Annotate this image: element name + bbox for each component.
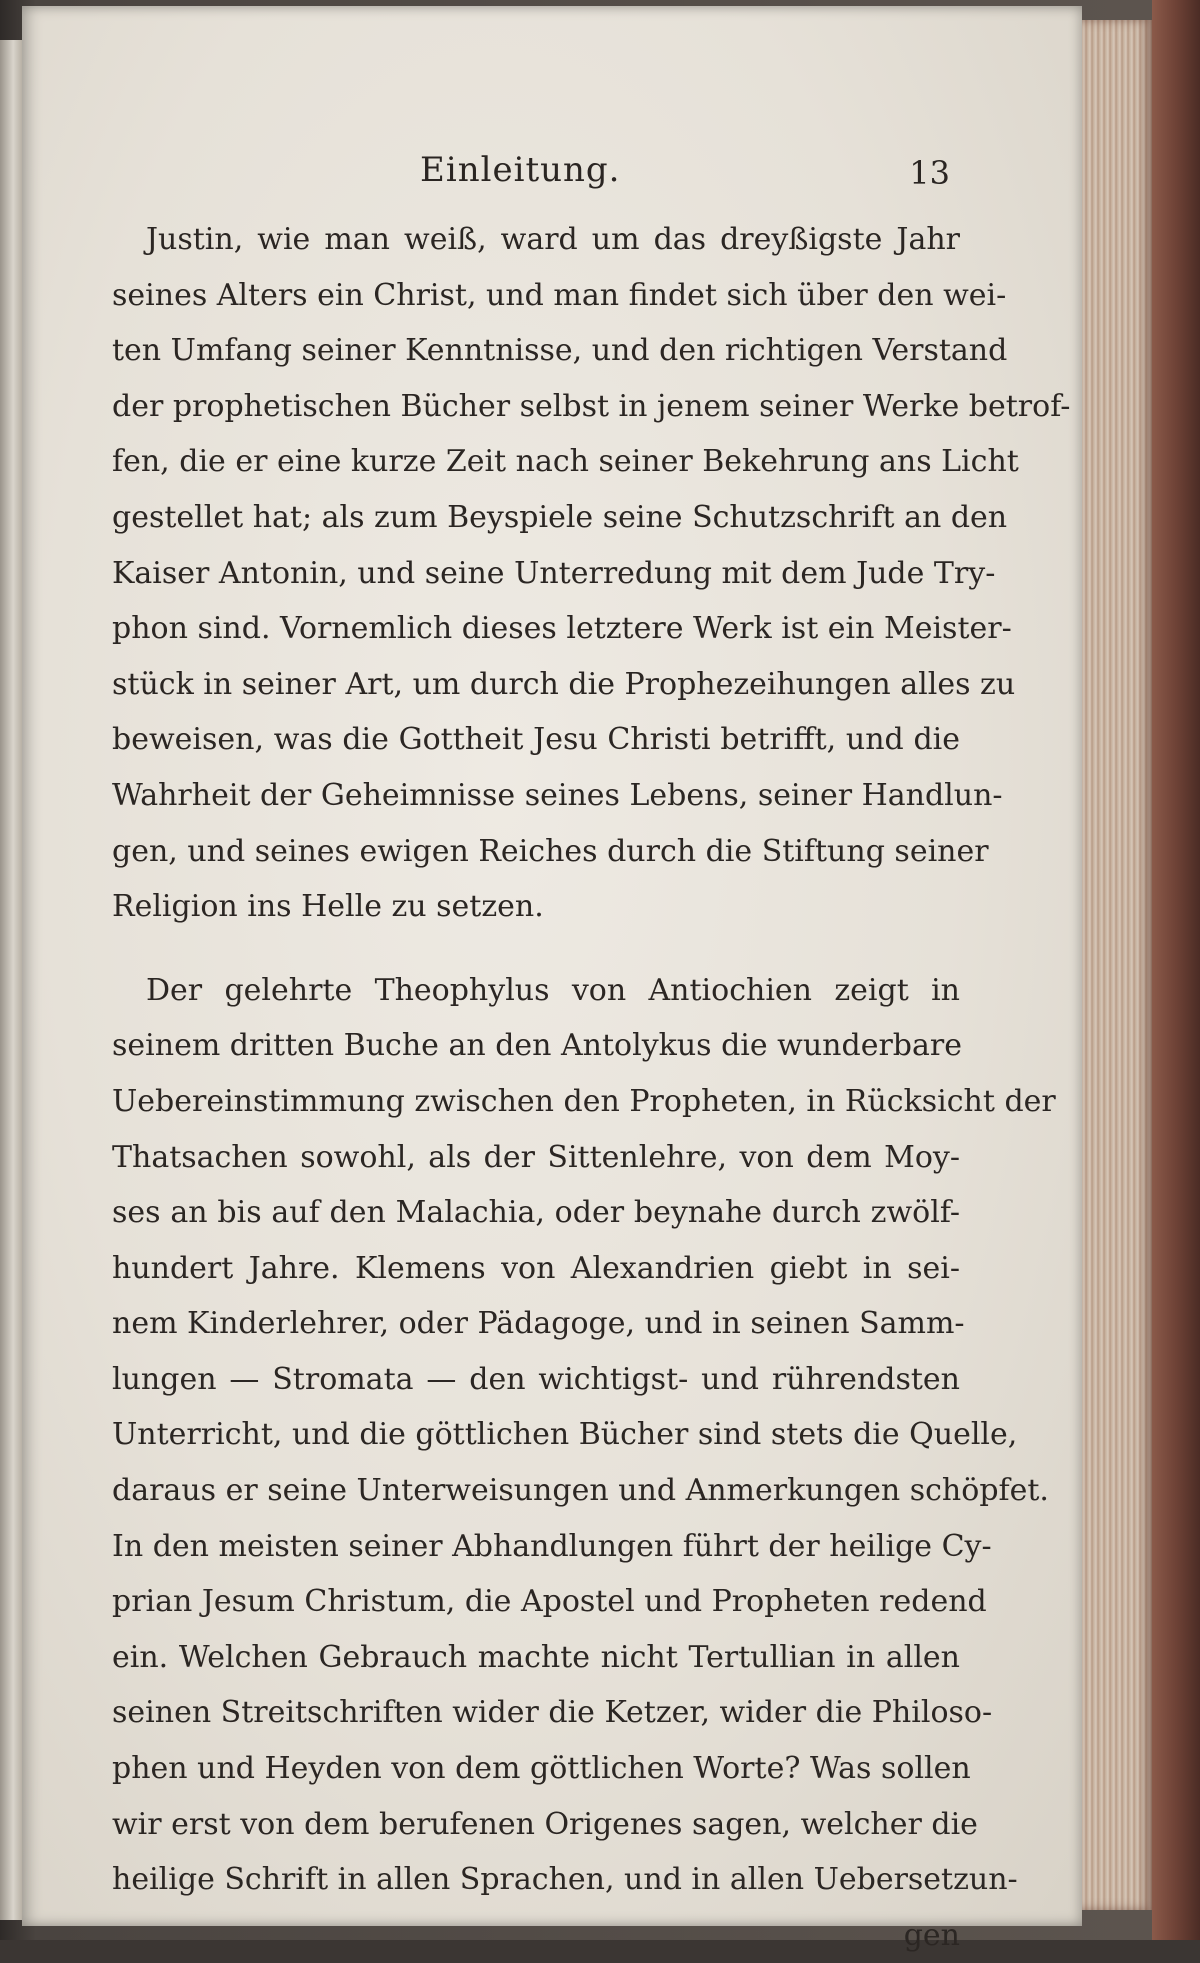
page-header	[120, 150, 950, 198]
text-line: Justin, wie man weiß, ward um das dreyßigste Jahr	[146, 222, 960, 257]
text-line: stück in seiner Art, um durch die Prophezeihungen alles zu	[112, 666, 1016, 702]
paragraph-gap	[112, 935, 960, 963]
text-line: Religion ins Helle zu setzen.	[112, 889, 544, 925]
text-line: Uebereinstimmung zwischen den Propheten, in Rücksicht der	[112, 1083, 1056, 1119]
text-line: Unterricht, und die göttlichen Bücher sind stets die Quelle,	[112, 1417, 1018, 1453]
text-line: seines Alters ein Christ, und man findet sich über den wei-	[112, 277, 1007, 313]
text-line: Kaiser Antonin, und seine Unterredung mit dem Jude Try-	[112, 555, 996, 591]
book-cover-edge	[1152, 0, 1200, 1940]
text-line: gestellet hat; als zum Beyspiele seine Schutzschrift an den	[112, 499, 1008, 535]
text-line: ein. Welchen Gebrauch machte nicht Tertullian in allen	[112, 1639, 960, 1675]
text-line: der prophetischen Bücher selbst in jenem seiner Werke betrof-	[112, 388, 1071, 424]
previous-page-edge	[0, 40, 22, 1920]
text-line: heilige Schrift in allen Sprachen, und in allen Uebersetzun-	[112, 1862, 1018, 1898]
text-line: gen, und seines ewigen Reiches durch die Stiftung seiner	[112, 833, 989, 869]
text-line: fen, die er eine kurze Zeit nach seiner Bekehrung ans Licht	[112, 444, 1019, 480]
text-line: Der gelehrte Theophylus von Antiochien zeigt in	[146, 972, 960, 1008]
text-line: nem Kinderlehrer, oder Pädagoge, und in seinen Samm-	[112, 1306, 965, 1342]
paragraph	[112, 212, 1071, 935]
text-line: seinen Streitschriften wider die Ketzer, wider die Philoso-	[112, 1695, 993, 1731]
text-line: lungen — Stromata — den wichtigst- und rührendsten	[112, 1361, 960, 1397]
text-line: Thatsachen sowohl, als der Sittenlehre, von dem Moy-	[112, 1139, 960, 1175]
text-line: seinem dritten Buche an den Antolykus die wunderbare	[112, 1028, 962, 1064]
page-number: 13	[909, 154, 950, 192]
text-line: wir erst von dem berufenen Origenes sagen, welcher die	[112, 1806, 978, 1842]
text-line: phen und Heyden von dem göttlichen Worte? Was sollen	[112, 1751, 971, 1787]
running-title: Einleitung.	[420, 150, 621, 190]
text-line: hundert Jahre. Klemens von Alexandrien giebt in sei-	[112, 1250, 960, 1286]
text-line: beweisen, was die Gottheit Jesu Christi betrifft, und die	[112, 722, 960, 758]
text-line: phon sind. Vornemlich dieses letztere Werk ist ein Meister-	[112, 611, 1012, 647]
page-stack-edge	[1082, 20, 1152, 1910]
text-line: ses an bis auf den Malachia, oder beynahe durch zwölf-	[112, 1195, 960, 1231]
text-line: In den meisten seiner Abhandlungen führt der heilige Cy-	[112, 1528, 992, 1564]
catchword: gen	[903, 1917, 960, 1953]
text-line: prian Jesum Christum, die Apostel und Propheten redend	[112, 1584, 987, 1620]
text-line: ten Umfang seiner Kenntnisse, und den richtigen Verstand	[112, 333, 1008, 369]
page-body-text	[112, 212, 1071, 1963]
text-line: Wahrheit der Geheimnisse seines Lebens, seiner Handlun-	[112, 777, 1003, 813]
paragraph	[112, 963, 1056, 1908]
text-line: daraus er seine Unterweisungen und Anmerkungen schöpfet.	[112, 1473, 1049, 1509]
